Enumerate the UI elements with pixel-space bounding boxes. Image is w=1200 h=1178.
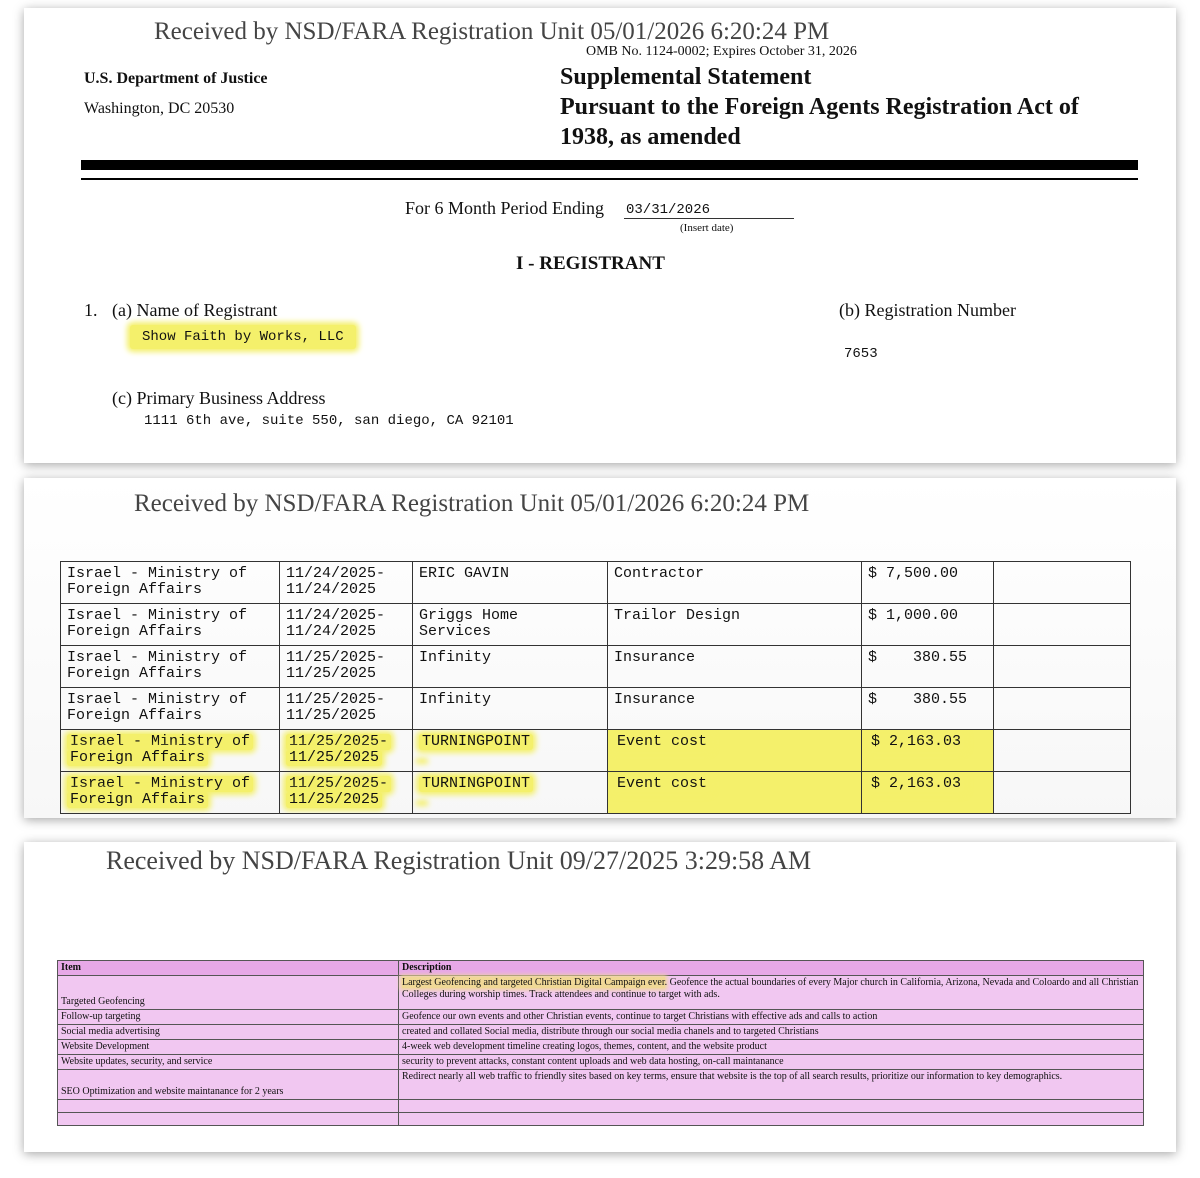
header-rule-thin: [81, 178, 1138, 180]
purpose-text: Insurance: [614, 649, 696, 666]
period-label: For 6 Month Period Ending: [405, 198, 605, 218]
received-stamp: Received by NSD/FARA Registration Unit 05/01/2026 6:20:24 PM: [134, 490, 810, 517]
purpose-text: Insurance: [614, 691, 696, 708]
item-cell: Website Development: [58, 1040, 399, 1055]
payee-text: Infinity: [419, 649, 492, 666]
table-row: [58, 1010, 1144, 1025]
payee-cell: [413, 772, 608, 814]
address-label: (c) Primary Business Address: [112, 388, 326, 408]
table-row: [61, 604, 1131, 646]
payee-cell: [413, 688, 608, 730]
item-cell: Follow-up targeting: [58, 1010, 399, 1025]
description-cell: [399, 1010, 1144, 1025]
principal-cell: [61, 604, 280, 646]
empty-cell: [399, 1100, 1144, 1113]
payee-cell: [413, 646, 608, 688]
form-title-line2: Pursuant to the Foreign Agents Registration Act of: [560, 94, 1079, 120]
item-cell: SEO Optimization and website maintanance for 2 years: [58, 1070, 399, 1100]
item-cell: Targeted Geofencing: [58, 976, 399, 1010]
table-row: [61, 772, 1131, 814]
principal-cell: [61, 646, 280, 688]
services-table: [57, 960, 1144, 1126]
period-value: 03/31/2026: [624, 202, 794, 219]
date-text: 11/25/2025-: [286, 649, 386, 666]
date-text: 11/25/2025-: [286, 734, 391, 750]
item-cell: Social media advertising: [58, 1025, 399, 1040]
purpose-text: Event cost: [614, 776, 710, 792]
empty-cell: [994, 646, 1131, 688]
payee-cell: [413, 730, 608, 772]
date-cell: [280, 604, 413, 646]
amount-text: $ 2,163.03: [868, 734, 964, 750]
principal-text: Foreign Affairs: [67, 623, 203, 640]
amount-text: $ 380.55: [868, 649, 968, 666]
disbursements-panel: [24, 478, 1176, 818]
principal-text: Israel - Ministry of: [67, 691, 248, 708]
date-cell: [280, 688, 413, 730]
principal-text: Israel - Ministry of: [67, 734, 253, 750]
description-text: security to prevent attacks, constant content uploads and web data hosting, on-call maintanance: [402, 1056, 784, 1067]
name-label: (a) Name of Registrant: [112, 300, 278, 320]
empty-row: [58, 1100, 1144, 1113]
column-header-item: Item: [58, 961, 399, 976]
address-value: 1111 6th ave, suite 550, san diego, CA 92101: [144, 413, 514, 429]
empty-cell: [994, 604, 1131, 646]
form-title-line1: Supplemental Statement: [560, 64, 812, 90]
item-cell: Website updates, security, and service: [58, 1055, 399, 1070]
table-row: [58, 1055, 1144, 1070]
amount-cell: [862, 688, 994, 730]
principal-text: Foreign Affairs: [67, 665, 203, 682]
form-title-line3: 1938, as amended: [560, 124, 741, 150]
description-cell: [399, 1070, 1144, 1100]
amount-cell: [862, 730, 994, 772]
regnum-label: (b) Registration Number: [839, 300, 1016, 320]
table-row: [58, 1070, 1144, 1100]
description-cell: [399, 1025, 1144, 1040]
empty-cell: [994, 730, 1131, 772]
empty-cell: [58, 1113, 399, 1126]
date-text: 11/25/2025: [286, 707, 377, 724]
payee-text: TURNINGPOINT: [419, 734, 533, 750]
amount-cell: [862, 604, 994, 646]
purpose-text: Contractor: [614, 565, 705, 582]
payee-text: Services: [419, 623, 492, 640]
item-number: 1.: [84, 300, 98, 320]
table-row: [58, 1040, 1144, 1055]
description-text: Geofence our own events and other Christian events, continue to target Christians with effective ads and calls to action: [402, 1011, 878, 1022]
purpose-text: Event cost: [614, 734, 710, 750]
table-row: [61, 562, 1131, 604]
payee-text: Infinity: [419, 691, 492, 708]
principal-text: Foreign Affairs: [67, 581, 203, 598]
purpose-cell: [608, 688, 862, 730]
empty-cell: [994, 688, 1131, 730]
department-city: Washington, DC 20530: [84, 100, 235, 117]
empty-row: [58, 1113, 1144, 1126]
principal-text: Israel - Ministry of: [67, 649, 248, 666]
purpose-cell: [608, 646, 862, 688]
amount-text: $ 380.55: [868, 691, 968, 708]
date-text: 11/24/2025: [286, 623, 377, 640]
empty-cell: [58, 1100, 399, 1113]
insert-date-hint: (Insert date): [680, 222, 734, 234]
date-text: 11/25/2025-: [286, 691, 386, 708]
date-text: 11/25/2025: [286, 792, 382, 808]
empty-cell: [994, 772, 1131, 814]
section-heading: I - REGISTRANT: [516, 253, 665, 274]
received-stamp: Received by NSD/FARA Registration Unit 09/27/2025 3:29:58 AM: [106, 846, 812, 875]
table-row: [58, 976, 1144, 1010]
payee-cell: [413, 604, 608, 646]
date-cell: [280, 730, 413, 772]
principal-text: Foreign Affairs: [67, 792, 208, 808]
date-text: 11/25/2025: [286, 750, 382, 766]
purpose-cell: [608, 562, 862, 604]
amount-text: $ 1,000.00: [868, 607, 959, 624]
registrant-name: Show Faith by Works, LLC: [130, 325, 356, 349]
date-text: 11/24/2025-: [286, 607, 386, 624]
registrant-panel: [24, 8, 1176, 463]
purpose-cell: [608, 730, 862, 772]
date-cell: [280, 562, 413, 604]
department-name: U.S. Department of Justice: [84, 70, 268, 87]
description-cell: [399, 1040, 1144, 1055]
header-rule-thick: [81, 160, 1138, 170]
payee-cell: [413, 562, 608, 604]
amount-text: $ 7,500.00: [868, 565, 959, 582]
principal-cell: [61, 562, 280, 604]
payee-text: ERIC GAVIN: [419, 565, 510, 582]
amount-cell: [862, 646, 994, 688]
description-text: Redirect nearly all web traffic to friendly sites based on key terms, ensure that website is the top of all search results, prioritize our information to key demographics.: [402, 1071, 1063, 1082]
principal-text: Israel - Ministry of: [67, 607, 248, 624]
form-title: [560, 62, 1079, 152]
principal-cell: [61, 730, 280, 772]
payee-text: Griggs Home: [419, 607, 519, 624]
table-row: [61, 688, 1131, 730]
amount-cell: [862, 772, 994, 814]
date-cell: [280, 646, 413, 688]
principal-cell: [61, 772, 280, 814]
date-text: 11/25/2025: [286, 665, 377, 682]
table-row: [58, 1025, 1144, 1040]
description-text: . Geofence the actual boundaries of every Major church in California, Arizona, Nevada and Coloardo and all Christian Colleges during worship times. Track attendees and continue to target with ads.: [402, 977, 1139, 1000]
omb-number: OMB No. 1124-0002; Expires October 31, 2026: [586, 44, 857, 59]
principal-text: Foreign Affairs: [67, 750, 208, 766]
purpose-cell: [608, 772, 862, 814]
empty-cell: [994, 562, 1131, 604]
highlighted-text: Largest Geofencing and targeted Christian Digital Campaign ever: [402, 977, 665, 988]
date-text: 11/24/2025: [286, 581, 377, 598]
description-cell: [399, 1055, 1144, 1070]
date-cell: [280, 772, 413, 814]
principal-text: Israel - Ministry of: [67, 565, 248, 582]
empty-cell: [399, 1113, 1144, 1126]
purpose-cell: [608, 604, 862, 646]
principal-text: Foreign Affairs: [67, 707, 203, 724]
received-stamp: Received by NSD/FARA Registration Unit 05/01/2026 6:20:24 PM: [154, 18, 830, 45]
date-text: 11/25/2025-: [286, 776, 391, 792]
table-row: [61, 730, 1131, 772]
payee-text: TURNINGPOINT: [419, 776, 533, 792]
description-text: created and collated Social media, distribute through our social media chanels and to targeted Christians: [402, 1026, 819, 1037]
amount-text: $ 2,163.03: [868, 776, 964, 792]
principal-cell: [61, 688, 280, 730]
disbursements-table: [60, 561, 1131, 814]
amount-cell: [862, 562, 994, 604]
column-header-description: Description: [399, 961, 1144, 976]
purpose-text: Trailor Design: [614, 607, 741, 624]
description-cell: [399, 976, 1144, 1010]
table-row: [61, 646, 1131, 688]
services-panel: [24, 842, 1176, 1152]
date-text: 11/24/2025-: [286, 565, 386, 582]
principal-text: Israel - Ministry of: [67, 776, 253, 792]
regnum-value: 7653: [844, 346, 878, 362]
description-text: 4-week web development timeline creating logos, themes, content, and the website product: [402, 1041, 767, 1052]
